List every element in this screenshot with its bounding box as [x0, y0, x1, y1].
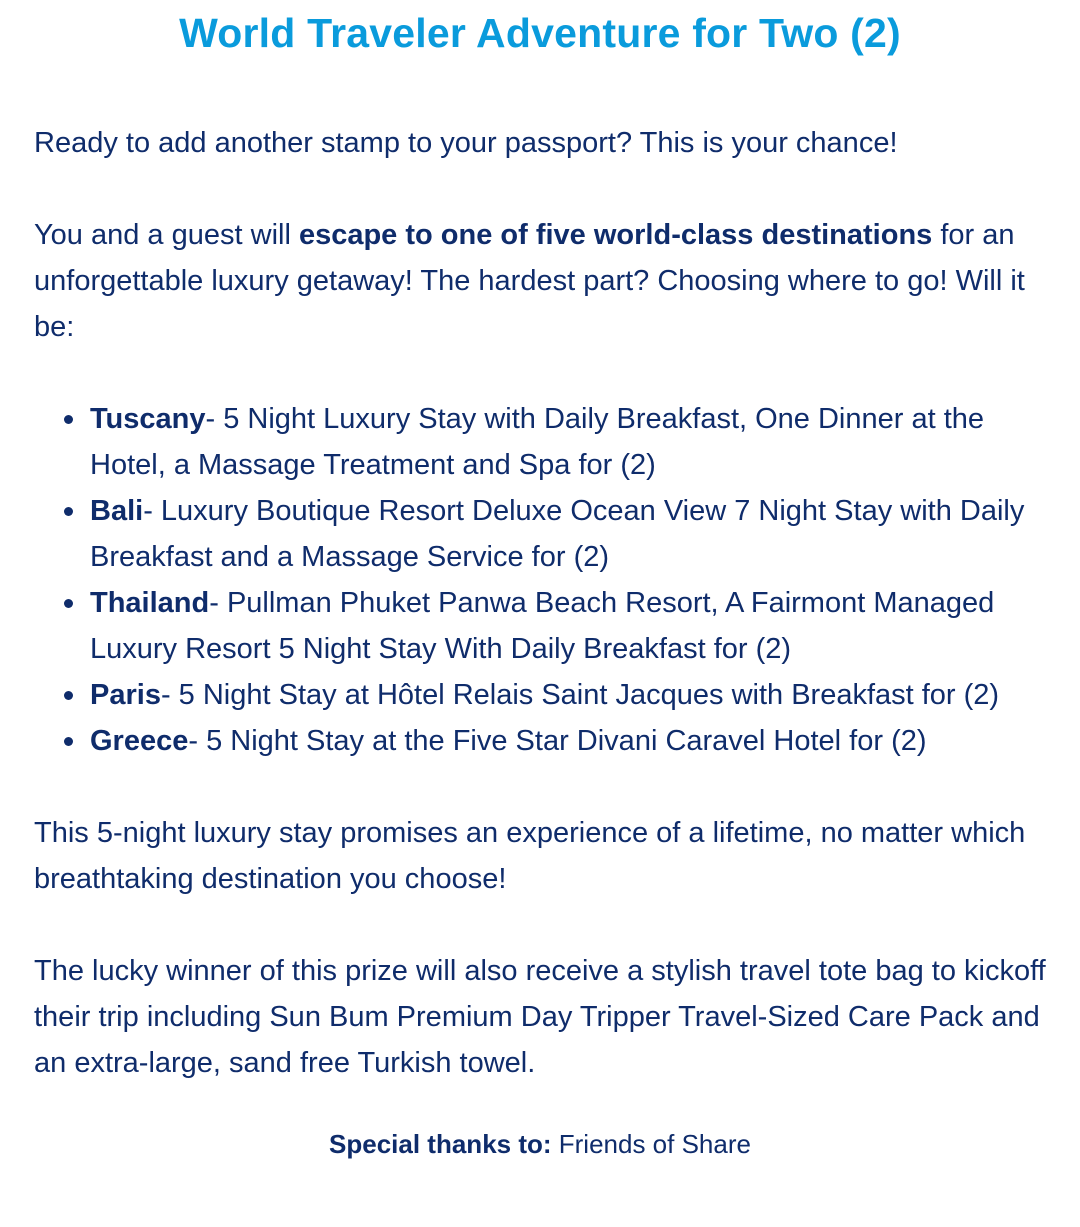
destination-details: - 5 Night Stay at the Five Star Divani Caravel Hotel for (2)	[188, 725, 927, 757]
bullet-icon	[64, 507, 73, 516]
bullet-icon	[64, 599, 73, 608]
bullet-icon	[64, 691, 73, 700]
thanks-label: Special thanks to:	[329, 1129, 552, 1159]
destination-list	[34, 396, 1046, 764]
description-paragraph	[34, 212, 1046, 350]
bullet-icon	[64, 737, 73, 746]
description-rest: for an unforgettable luxury getaway! The hardest part? Choosing where to go! Will it be:	[34, 219, 1025, 343]
destination-item-bali	[90, 488, 1046, 580]
special-thanks	[34, 1124, 1046, 1164]
destination-details: - 5 Night Luxury Stay with Daily Breakfast, One Dinner at the Hotel, a Massage Treatment and Spa for (2)	[90, 403, 985, 481]
thanks-name: Friends of Share	[551, 1129, 751, 1159]
bullet-icon	[64, 415, 73, 424]
destination-details: - 5 Night Stay at Hôtel Relais Saint Jacques with Breakfast for (2)	[160, 679, 1000, 711]
destination-name: Tuscany	[90, 403, 206, 435]
description-highlight: escape to one of five world-class destinations	[298, 219, 933, 251]
bonus-paragraph: The lucky winner of this prize will also receive a stylish travel tote bag to kickoff their trip including Sun Bum Premium Day Tripper Travel-Sized Care Pack and an extra-large, sand free Turkish towel.	[34, 955, 1046, 1079]
destination-item-paris	[90, 672, 1046, 718]
destination-name: Paris	[90, 679, 161, 711]
destination-item-thailand	[90, 580, 1046, 672]
destination-name: Bali	[90, 495, 144, 527]
destination-name: Thailand	[90, 587, 210, 619]
page-title: World Traveler Adventure for Two (2)	[179, 10, 901, 56]
destination-details: - Luxury Boutique Resort Deluxe Ocean View 7 Night Stay with Daily Breakfast and a Massage Service for (2)	[90, 495, 1025, 573]
intro-text: Ready to add another stamp to your passport? This is your chance!	[34, 127, 898, 159]
destination-name: Greece	[90, 725, 189, 757]
description-lead: You and a guest will	[34, 219, 299, 251]
summary-paragraph: This 5-night luxury stay promises an experience of a lifetime, no matter which breathtaking destination you choose!	[34, 817, 1026, 895]
destination-item-greece	[90, 718, 1046, 764]
destination-details: - Pullman Phuket Panwa Beach Resort, A Fairmont Managed Luxury Resort 5 Night Stay With Daily Breakfast for (2)	[90, 587, 995, 665]
destination-item-tuscany	[90, 396, 1046, 488]
